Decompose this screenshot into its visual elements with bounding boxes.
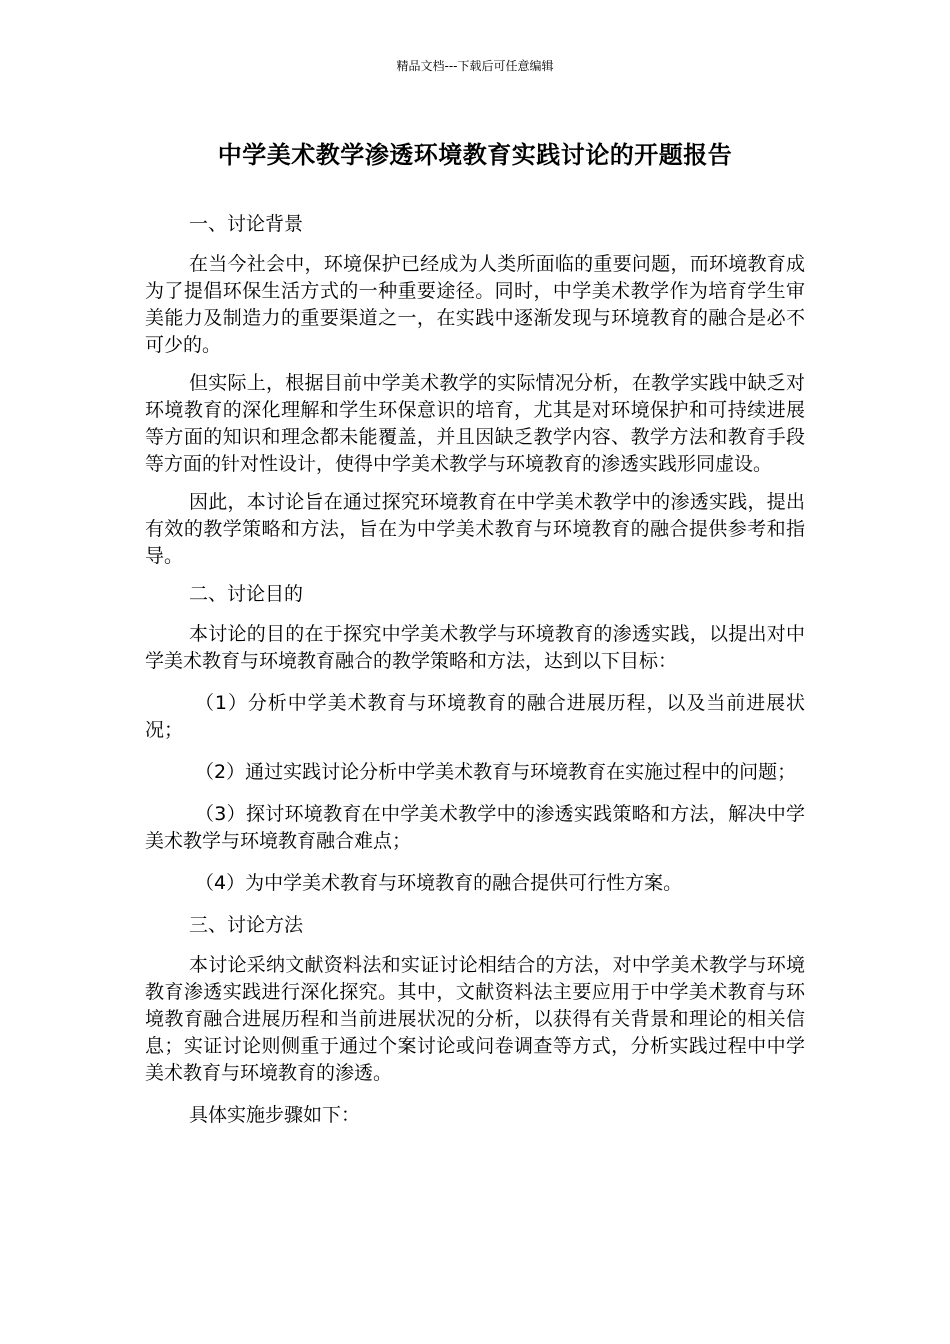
list-item-purpose-4: （4）为中学美术教育与环境教育的融合提供可行性方案。	[195, 872, 683, 894]
page-header-note: 精品文档---下载后可任意编辑	[396, 59, 554, 73]
section-heading-purpose: 二、讨论目的	[189, 583, 304, 605]
list-item-purpose-1: （1）分析中学美术教育与环境教育的融合进展历程，以及当前进展状况；	[145, 692, 805, 741]
paragraph-purpose-1: 本讨论的目的在于探究中学美术教学与环境教育的渗透实践，以提出对中学美术教育与环境教育融合的教学策略和方法，达到以下目标：	[145, 623, 805, 672]
paragraph-method-1: 本讨论采纳文献资料法和实证讨论相结合的方法，对中学美术教学与环境教育渗透实践进行深化探究。其中，文献资料法主要应用于中学美术教育与环境教育融合进展历程和当前进展状况的分析，以获得有关背景和理论的相关信息；实证讨论则侧重于通过个案讨论或问卷调查等方式，分析实践过程中中学美术教育与环境教育的渗透。	[145, 954, 805, 1084]
paragraph-method-2: 具体实施步骤如下：	[189, 1104, 361, 1126]
document-title: 中学美术教学渗透环境教育实践讨论的开题报告	[217, 141, 733, 169]
document-body	[145, 211, 805, 1140]
list-item-purpose-3: （3）探讨环境教育在中学美术教学中的渗透实践策略和方法，解决中学美术教学与环境教育融合难点；	[145, 803, 805, 852]
list-item-purpose-2: （2）通过实践讨论分析中学美术教育与环境教育在实施过程中的问题；	[195, 761, 797, 783]
section-heading-background: 一、讨论背景	[189, 213, 304, 235]
paragraph-background-3: 因此，本讨论旨在通过探究环境教育在中学美术教学中的渗透实践，提出有效的教学策略和方法，旨在为中学美术教育与环境教育的融合提供参考和指导。	[145, 491, 805, 567]
section-heading-method: 三、讨论方法	[189, 914, 304, 936]
paragraph-background-1: 在当今社会中，环境保护已经成为人类所面临的重要问题，而环境教育成为了提倡环保生活方式的一种重要途径。同时，中学美术教学作为培育学生审美能力及制造力的重要渠道之一，在实践中逐渐发现与环境教育的融合是必不可少的。	[145, 253, 805, 356]
paragraph-background-2: 但实际上，根据目前中学美术教学的实际情况分析，在教学实践中缺乏对环境教育的深化理解和学生环保意识的培育，尤其是对环境保护和可持续进展等方面的知识和理念都未能覆盖，并且因缺乏教学内容、教学方法和教育手段等方面的针对性设计，使得中学美术教学与环境教育的渗透实践形同虚设。	[145, 372, 805, 475]
